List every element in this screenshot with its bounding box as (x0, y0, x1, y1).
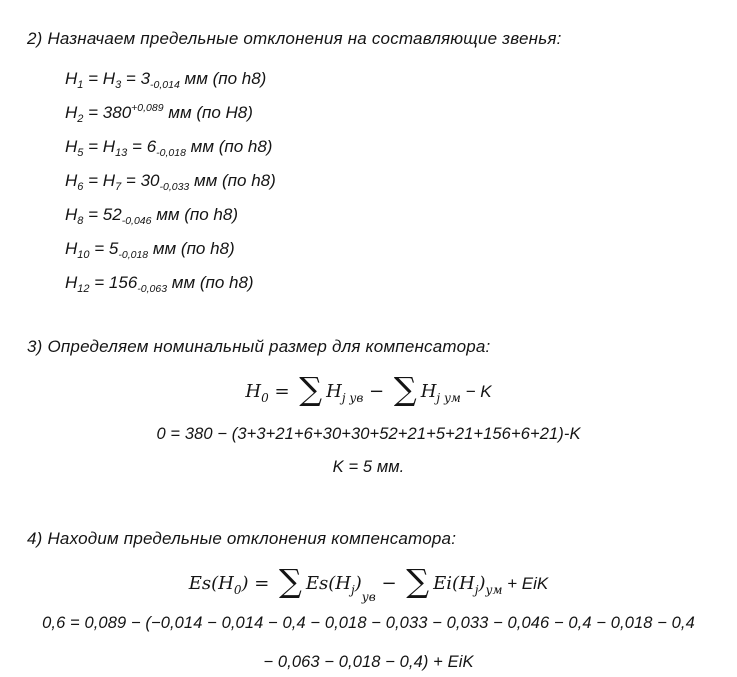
equals-sign: = (127, 137, 147, 156)
tolerance-line (65, 232, 737, 266)
tolerance-line (65, 96, 737, 130)
nominal-value: 380 (102, 103, 132, 122)
tolerance-line (65, 198, 737, 232)
equals-sign: = (83, 69, 103, 88)
sum-icon: ∑ (406, 562, 430, 600)
equals-sign: = (89, 273, 109, 292)
dimension-symbol: $H_7$ (102, 171, 122, 193)
tolerance-line (65, 62, 737, 96)
lower-deviation: -0,018 (118, 249, 149, 261)
lower-deviation: -0,046 (121, 215, 152, 227)
formula-term-decreasing: $Ei(H_j)_{ум}$ (433, 573, 503, 597)
tolerance-line (65, 164, 737, 198)
dimension-symbol: $H_5$ (65, 137, 84, 159)
formula-tail: − K (460, 382, 492, 401)
tolerance-line (65, 266, 737, 300)
equals-sign: = (83, 205, 103, 224)
section-3-heading: 3) Определяем номинальный размер для компенсатора: (27, 337, 491, 356)
unit-and-grade: мм (по h8) (179, 69, 267, 88)
lower-deviation: -0,033 (159, 181, 190, 193)
section-4-heading: 4) Находим предельные отклонения компенсатора: (27, 529, 457, 548)
tolerance-list (65, 62, 737, 300)
dimension-symbol: $H_{12}$ (65, 273, 90, 295)
unit-and-grade: мм (по h8) (189, 171, 276, 190)
equals-sign: = (268, 381, 296, 402)
equals-sign: = (83, 171, 103, 190)
nominal-value: 3 (140, 69, 151, 88)
equals-sign: = (83, 103, 103, 122)
sum-icon: ∑ (279, 562, 302, 600)
dimension-symbol: $H_3$ (102, 69, 122, 91)
unit-and-grade: мм (по h8) (185, 137, 273, 156)
unit-and-grade: мм (по h8) (151, 205, 239, 224)
unit-and-grade: мм (по h8) (167, 273, 254, 292)
lower-deviation: -0,018 (156, 147, 186, 159)
minus-sign: − (375, 573, 403, 594)
formula-deviations (0, 554, 737, 602)
formula-lhs: $H_0$ (245, 381, 269, 405)
dimension-symbol: $H_{13}$ (102, 137, 128, 159)
sum-icon: ∑ (299, 370, 323, 408)
equals-sign: = (83, 137, 103, 156)
formula-lhs: $Es(H_0)$ (188, 573, 249, 597)
dimension-symbol: $H_{10}$ (65, 239, 90, 261)
equals-sign: = (89, 239, 109, 258)
nominal-value: 156 (108, 273, 138, 292)
lower-deviation: -0,014 (150, 79, 180, 91)
formula-tail: + EiK (502, 574, 549, 593)
equals-sign: = (121, 69, 141, 88)
nominal-value: 52 (102, 205, 122, 224)
upper-deviation: +0,089 (131, 102, 164, 114)
formula-term-increasing: $H_{j ув}$ (326, 381, 364, 405)
deviation-equation-line-2: − 0,063 − 0,018 − 0,4) + EiK (263, 653, 474, 671)
dimension-symbol: $H_8$ (65, 205, 84, 227)
sum-icon: ∑ (393, 370, 417, 408)
nominal-value: 5 (108, 239, 119, 258)
dimension-symbol: $H_6$ (65, 171, 84, 193)
equals-sign: = (248, 573, 276, 594)
unit-and-grade: мм (по h8) (148, 239, 235, 258)
nominal-value: 6 (146, 137, 157, 156)
section-2-heading: 2) Назначаем предельные отклонения на составляющие звенья: (27, 29, 562, 48)
formula-nominal-size (0, 362, 737, 410)
nominal-equation-line: 0 = 380 − (3+3+21+6+30+30+52+21+5+21+156+6+21)-K (156, 425, 581, 443)
minus-sign: − (363, 381, 390, 402)
lower-deviation: -0,063 (137, 283, 168, 295)
tolerance-line (65, 130, 737, 164)
formula-term-increasing: $Es(H_j)_{ув}$ (305, 573, 376, 604)
dimension-symbol: $H_1$ (65, 69, 84, 91)
deviation-equation-line-1: 0,6 = 0,089 − (−0,014 − 0,014 − 0,4 − 0,018 − 0,033 − 0,033 − 0,046 − 0,4 − 0,018 − 0,4 (42, 614, 695, 632)
equals-sign: = (121, 171, 141, 190)
nominal-value: 30 (140, 171, 160, 190)
dimension-symbol: $H_2$ (65, 103, 84, 125)
unit-and-grade: мм (по H8) (163, 103, 253, 122)
formula-term-decreasing: $H_{j ум}$ (420, 381, 461, 405)
compensator-result-line: K = 5 мм. (332, 458, 405, 476)
